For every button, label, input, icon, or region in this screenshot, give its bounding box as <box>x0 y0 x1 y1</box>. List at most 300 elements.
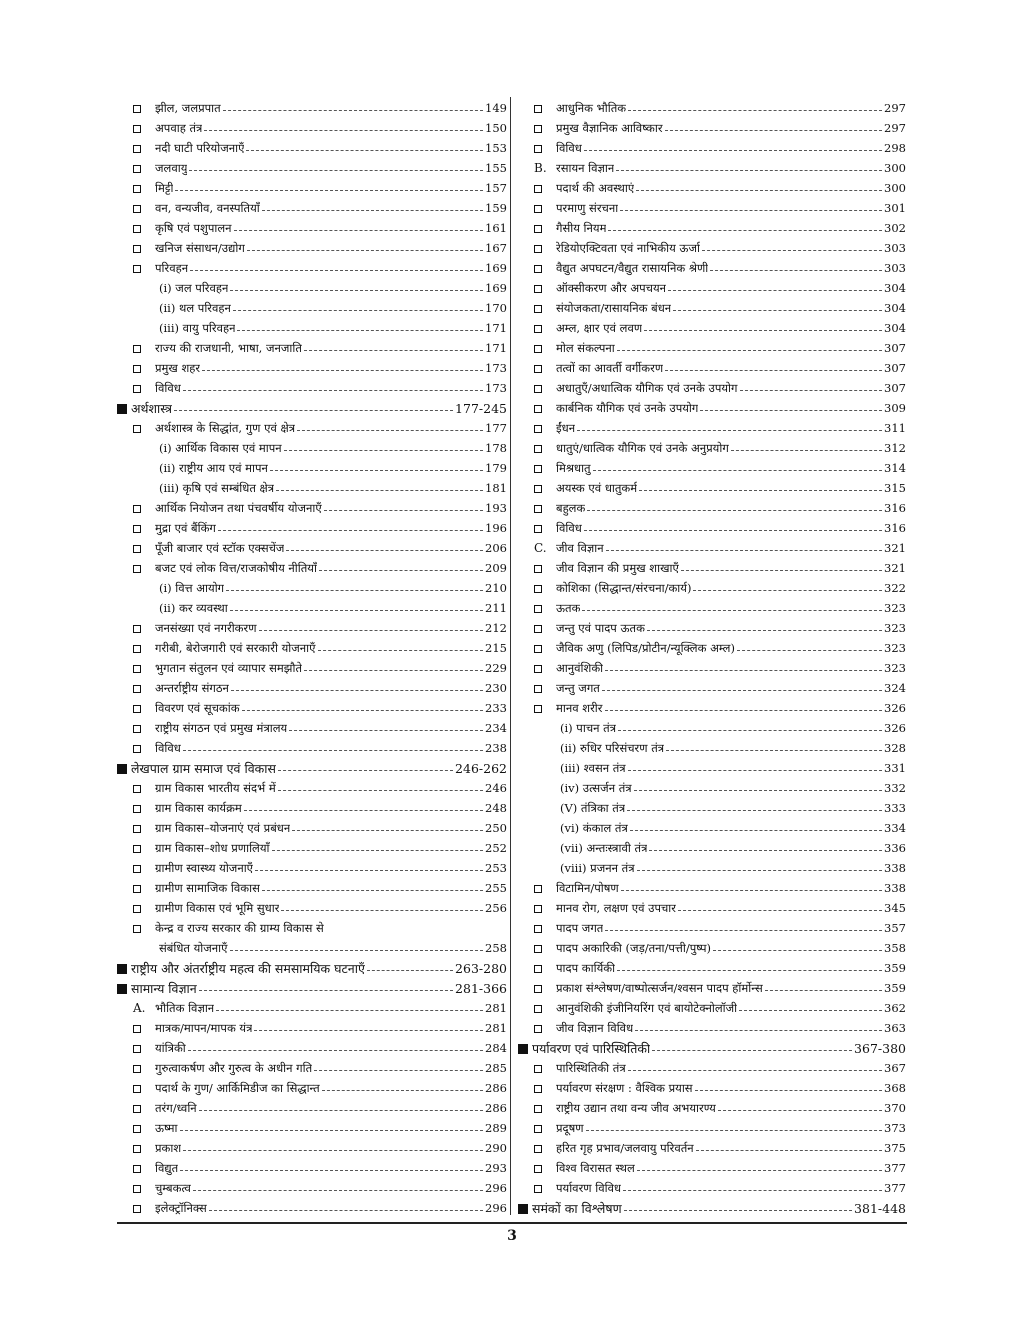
toc-entry-label: झील, जलप्रपात <box>155 101 221 115</box>
toc-entry-page: 363 <box>884 1021 906 1035</box>
dot-leader <box>739 1010 882 1011</box>
bullet <box>534 1065 556 1073</box>
dot-leader <box>696 1150 882 1151</box>
dot-leader <box>183 750 483 751</box>
dot-leader <box>367 970 453 971</box>
toc-entry-label: गुरुत्वाकर्षण और गुरुत्व के अधीन गति <box>155 1061 313 1075</box>
toc-entry-label: मिश्रधातु <box>556 461 591 475</box>
hollow-square-bullet-icon <box>133 745 141 753</box>
toc-entry <box>518 899 906 919</box>
toc-entry-page: 338 <box>884 881 906 895</box>
bullet <box>534 125 556 133</box>
toc-entry-label: ग्रामीण सामाजिक विकास <box>155 881 260 895</box>
dot-leader <box>272 850 484 851</box>
toc-entry-page: 367 <box>884 1061 906 1075</box>
toc-entry-label: पर्यावरण एवं पारिस्थितिकी <box>532 1041 651 1056</box>
dot-leader <box>582 610 882 611</box>
bullet <box>133 545 155 553</box>
toc-entry-page: 323 <box>884 621 906 635</box>
toc-entry <box>518 599 906 619</box>
toc-entry-page: 323 <box>884 601 906 615</box>
bullet <box>534 1125 556 1133</box>
bullet <box>133 925 155 933</box>
toc-entry <box>117 419 507 439</box>
toc-entry-page: 177-245 <box>455 401 507 416</box>
dot-leader <box>319 570 483 571</box>
dot-leader <box>606 550 882 551</box>
dot-leader <box>666 750 882 751</box>
hollow-square-bullet-icon <box>534 265 542 273</box>
toc-entry-page: 307 <box>884 361 906 375</box>
toc-entry-label: सामान्य विज्ञान <box>131 981 197 996</box>
toc-entry-label: संयोजकता/रासायनिक बंधन <box>556 301 672 315</box>
toc-entry-page: 358 <box>884 941 906 955</box>
dot-leader <box>247 250 483 251</box>
toc-entry-label: ग्राम विकास कार्यक्रम <box>155 801 242 815</box>
toc-right-column <box>518 99 906 1219</box>
bullet <box>133 745 155 753</box>
toc-entry-page: 155 <box>485 161 507 175</box>
hollow-square-bullet-icon <box>534 905 542 913</box>
toc-entry <box>117 779 507 799</box>
hollow-square-bullet-icon <box>534 205 542 213</box>
hollow-square-bullet-icon <box>534 465 542 473</box>
dot-leader <box>644 330 882 331</box>
dot-leader <box>233 310 483 311</box>
toc-entry <box>518 939 906 959</box>
hollow-square-bullet-icon <box>534 985 542 993</box>
toc-entry-label: मात्रक/मापन/मापक यंत्र <box>155 1021 253 1035</box>
dot-leader <box>286 550 483 551</box>
toc-entry <box>117 639 507 659</box>
bullet <box>133 185 155 193</box>
hollow-square-bullet-icon <box>534 665 542 673</box>
toc-entry-page: 253 <box>485 861 507 875</box>
bullet <box>534 445 556 453</box>
toc-entry <box>518 1179 906 1199</box>
dot-leader <box>262 890 483 891</box>
toc-entry-page: 377 <box>884 1181 906 1195</box>
dot-leader <box>586 1130 882 1131</box>
hollow-square-bullet-icon <box>133 1125 141 1133</box>
toc-entry-page: 286 <box>485 1101 507 1115</box>
hollow-square-bullet-icon <box>534 385 542 393</box>
hollow-square-bullet-icon <box>133 265 141 273</box>
footer-rule <box>117 1222 907 1224</box>
toc-entry <box>117 439 507 459</box>
toc-entry <box>518 219 906 239</box>
toc-entry-page: 297 <box>884 101 906 115</box>
bullet <box>117 964 131 974</box>
toc-entry-label: यांत्रिकी <box>155 1041 186 1055</box>
toc-entry <box>518 339 906 359</box>
toc-entry-page: 315 <box>884 481 906 495</box>
bullet <box>534 145 556 153</box>
dot-leader <box>204 130 483 131</box>
dot-leader <box>216 1010 483 1011</box>
toc-entry <box>117 1159 507 1179</box>
dot-leader <box>199 1110 483 1111</box>
toc-entry-page: 161 <box>485 221 507 235</box>
toc-entry <box>518 179 906 199</box>
toc-entry <box>518 619 906 639</box>
toc-entry-page: 377 <box>884 1161 906 1175</box>
dot-leader <box>765 990 882 991</box>
bullet <box>133 1185 155 1193</box>
toc-entry <box>518 319 906 339</box>
dot-leader <box>223 110 483 111</box>
hollow-square-bullet-icon <box>133 1145 141 1153</box>
toc-entry-label: पादप कार्यिकी <box>556 961 616 975</box>
toc-entry <box>117 979 507 999</box>
toc-entry <box>518 779 906 799</box>
toc-entry <box>518 839 906 859</box>
hollow-square-bullet-icon <box>133 885 141 893</box>
hollow-square-bullet-icon <box>133 425 141 433</box>
toc-entry-label: (ii) रुधिर परिसंचरण तंत्र <box>560 741 665 755</box>
toc-entry-label: भुगतान संतुलन एवं व्यापार समझौते <box>155 661 303 675</box>
toc-entry-label: धातुएं/धात्विक यौगिक एवं उनके अनुप्रयोग <box>556 441 729 455</box>
toc-entry <box>117 1179 507 1199</box>
toc-entry-label: अपवाह तंत्र <box>155 121 203 135</box>
bullet <box>133 1205 155 1213</box>
dot-leader <box>237 330 483 331</box>
toc-entry-label: रेडियोएक्टिवता एवं नाभिकीय ऊर्जा <box>556 241 700 255</box>
bullet <box>534 265 556 273</box>
hollow-square-bullet-icon <box>133 385 141 393</box>
toc-entry <box>117 1199 507 1219</box>
hollow-square-bullet-icon <box>133 925 141 933</box>
bullet <box>133 825 155 833</box>
toc-entry-page: 159 <box>485 201 507 215</box>
toc-entry <box>518 399 906 419</box>
toc-entry-label: पूँजी बाजार एवं स्टॉक एक्सचेंज <box>155 541 285 555</box>
bullet <box>133 105 155 113</box>
dot-leader <box>584 150 882 151</box>
hollow-square-bullet-icon <box>534 1185 542 1193</box>
dot-leader <box>637 1170 882 1171</box>
hollow-square-bullet-icon <box>133 845 141 853</box>
toc-entry-page: 256 <box>485 901 507 915</box>
toc-entry-page: 303 <box>884 261 906 275</box>
toc-entry <box>117 919 507 939</box>
toc-entry-label: केन्द्र व राज्य सरकार की ग्राम्य विकास से <box>155 921 324 935</box>
dot-leader <box>637 870 882 871</box>
toc-entry-page: 309 <box>884 401 906 415</box>
toc-entry-page: 250 <box>485 821 507 835</box>
toc-entry <box>518 299 906 319</box>
bullet <box>518 1204 532 1214</box>
toc-entry <box>518 959 906 979</box>
dot-leader <box>180 1130 484 1131</box>
dot-leader <box>183 390 483 391</box>
toc-entry-page: 229 <box>485 661 507 675</box>
toc-entry <box>518 639 906 659</box>
toc-entry-page: 293 <box>485 1161 507 1175</box>
toc-entry-page: 323 <box>884 661 906 675</box>
toc-entry-page: 304 <box>884 321 906 335</box>
bullet <box>133 785 155 793</box>
toc-entry <box>117 679 507 699</box>
bullet <box>534 685 556 693</box>
toc-entry-label: समंकों का विश्लेषण <box>532 1201 622 1216</box>
bullet <box>534 405 556 413</box>
toc-entry-label: ऑक्सीकरण और अपचयन <box>556 281 667 295</box>
bullet <box>534 1085 556 1093</box>
toc-entry-label: (iii) कृषि एवं सम्बंधित क्षेत्र <box>159 481 275 495</box>
bullet <box>534 1165 556 1173</box>
toc-entry-page: 324 <box>884 681 906 695</box>
hollow-square-bullet-icon <box>133 125 141 133</box>
toc-entry-label: जीव विज्ञान <box>556 541 604 555</box>
dot-leader <box>618 730 882 731</box>
dot-leader <box>718 1110 882 1111</box>
toc-entry <box>117 479 507 499</box>
toc-entry <box>518 539 906 559</box>
toc-entry-page: 370 <box>884 1101 906 1115</box>
toc-entry-page: 169 <box>485 261 507 275</box>
toc-entry <box>117 699 507 719</box>
bullet <box>534 225 556 233</box>
toc-entry-label: विवरण एवं सूचकांक <box>155 701 240 715</box>
dot-leader <box>605 670 882 671</box>
hollow-square-bullet-icon <box>133 645 141 653</box>
toc-entry-page: 304 <box>884 281 906 295</box>
page-number: 3 <box>507 1228 517 1244</box>
toc-entry-label: मानव रोग, लक्षण एवं उपचार <box>556 901 676 915</box>
toc-entry <box>518 719 906 739</box>
toc-entry-label: कृषि एवं पशुपालन <box>155 221 232 235</box>
toc-entry <box>518 1159 906 1179</box>
toc-entry-label: (iii) वायु परिवहन <box>159 321 236 335</box>
toc-entry-label: (iii) श्वसन तंत्र <box>560 761 626 775</box>
dot-leader <box>202 370 483 371</box>
toc-entry-label: अन्तर्राष्ट्रीय संगठन <box>155 681 229 695</box>
toc-entry-label: (ii) थल परिवहन <box>159 301 231 315</box>
toc-entry <box>117 819 507 839</box>
toc-entry-label: गरीबी, बेरोजगारी एवं सरकारी योजनाएँ <box>155 641 316 655</box>
toc-entry-page: 300 <box>884 161 906 175</box>
toc-entry-page: 304 <box>884 301 906 315</box>
toc-entry-label: प्रदूषण <box>556 1121 584 1135</box>
dot-leader <box>623 1190 882 1191</box>
dot-leader <box>218 530 483 531</box>
toc-entry-label: भौतिक विज्ञान <box>155 1001 215 1015</box>
toc-entry-page: 326 <box>884 701 906 715</box>
hollow-square-bullet-icon <box>534 685 542 693</box>
dot-leader <box>276 490 483 491</box>
dot-leader <box>628 1070 882 1071</box>
toc-entry <box>518 279 906 299</box>
toc-entry-page: 334 <box>884 821 906 835</box>
dot-leader <box>731 450 882 451</box>
hollow-square-bullet-icon <box>133 865 141 873</box>
toc-entry-page: 248 <box>485 801 507 815</box>
toc-entry-label: ऊतक <box>556 601 581 615</box>
toc-entry-label: ग्राम विकास–योजनाएं एवं प्रबंधन <box>155 821 291 835</box>
toc-entry-label: अम्ल, क्षार एवं लवण <box>556 321 643 335</box>
dot-leader <box>624 1210 852 1211</box>
toc-entry <box>117 1079 507 1099</box>
dot-leader <box>292 830 483 831</box>
toc-entry-label: राष्ट्रीय संगठन एवं प्रमुख मंत्रालय <box>155 721 288 735</box>
bullet <box>133 165 155 173</box>
hollow-square-bullet-icon <box>534 625 542 633</box>
dot-leader <box>189 170 483 171</box>
toc-entry-label: (i) वित्त आयोग <box>159 581 225 595</box>
toc-entry-label: विश्व विरासत स्थल <box>556 1161 635 1175</box>
toc-entry-page: 238 <box>485 741 507 755</box>
hollow-square-bullet-icon <box>534 585 542 593</box>
dot-leader <box>587 510 882 511</box>
dot-leader <box>710 270 882 271</box>
dot-leader <box>621 890 882 891</box>
bullet <box>133 225 155 233</box>
dot-leader <box>190 270 483 271</box>
toc-entry <box>518 519 906 539</box>
toc-entry-page: 312 <box>884 441 906 455</box>
toc-entry-page: 171 <box>485 321 507 335</box>
bullet <box>534 205 556 213</box>
dot-leader <box>620 210 882 211</box>
hollow-square-bullet-icon <box>534 105 542 113</box>
hollow-square-bullet-icon <box>534 925 542 933</box>
hollow-square-bullet-icon <box>534 945 542 953</box>
dot-leader <box>244 810 483 811</box>
dot-leader <box>602 690 882 691</box>
dot-leader <box>281 910 483 911</box>
hollow-square-bullet-icon <box>133 665 141 673</box>
hollow-square-bullet-icon <box>534 365 542 373</box>
toc-entry <box>117 339 507 359</box>
toc-entry-label: जीव विज्ञान विविध <box>556 1021 634 1035</box>
toc-entry-page: 322 <box>884 581 906 595</box>
toc-entry <box>117 1059 507 1079</box>
hollow-square-bullet-icon <box>534 565 542 573</box>
toc-entry-label: राष्ट्रीय और अंतर्राष्ट्रीय महत्व की समसामयिक घटनाएँ <box>131 961 365 976</box>
toc-entry-label: प्रकाश <box>155 1141 182 1155</box>
bullet <box>534 185 556 193</box>
dot-leader <box>242 710 483 711</box>
bullet <box>133 725 155 733</box>
dot-leader <box>284 450 483 451</box>
toc-entry-page: 316 <box>884 521 906 535</box>
bullet <box>133 205 155 213</box>
toc-entry-label: विटामिन/पोषण <box>556 881 619 895</box>
toc-entry-page: 357 <box>884 921 906 935</box>
toc-entry-page: 263-280 <box>455 961 507 976</box>
toc-entry <box>117 1019 507 1039</box>
hollow-square-bullet-icon <box>534 645 542 653</box>
bullet <box>534 665 556 673</box>
toc-entry-label: मोल संकल्पना <box>556 341 615 355</box>
toc-entry <box>518 1099 906 1119</box>
hollow-square-bullet-icon <box>133 1185 141 1193</box>
toc-entry-page: 345 <box>884 901 906 915</box>
toc-entry <box>117 99 507 119</box>
bullet <box>133 865 155 873</box>
dot-leader <box>681 570 882 571</box>
toc-entry-label: (ii) राष्ट्रीय आय एवं मापन <box>159 461 268 475</box>
toc-entry-label: कोशिका (सिद्धान्त/संरचना/कार्य) <box>556 581 692 595</box>
toc-entry-label: जलवायु <box>155 161 188 175</box>
toc-entry <box>117 619 507 639</box>
toc-entry <box>117 179 507 199</box>
toc-entry-page: 149 <box>485 101 507 115</box>
dot-leader <box>639 490 882 491</box>
bullet <box>534 385 556 393</box>
toc-entry <box>518 239 906 259</box>
toc-entry <box>518 579 906 599</box>
toc-entry <box>518 379 906 399</box>
toc-entry <box>518 739 906 759</box>
toc-entry-label: विविध <box>155 741 181 755</box>
dot-leader <box>188 1050 483 1051</box>
toc-entry-page: 177 <box>485 421 507 435</box>
toc-entry <box>518 659 906 679</box>
toc-entry-page: 307 <box>884 341 906 355</box>
dot-leader <box>649 850 882 851</box>
toc-entry-label: अयस्क एवं धातुकर्म <box>556 481 638 495</box>
hollow-square-bullet-icon <box>133 1205 141 1213</box>
toc-entry-page: 281 <box>485 1001 507 1015</box>
toc-entry-label: जैविक अणु (लिपिड/प्रोटीन/न्यूक्लिक अम्ल) <box>556 641 735 655</box>
toc-entry <box>518 679 906 699</box>
hollow-square-bullet-icon <box>133 685 141 693</box>
toc-entry <box>117 599 507 619</box>
toc-entry <box>117 899 507 919</box>
toc-entry <box>117 719 507 739</box>
toc-entry-page: 332 <box>884 781 906 795</box>
toc-entry <box>117 499 507 519</box>
toc-entry <box>518 799 906 819</box>
toc-entry-page: 206 <box>485 541 507 555</box>
toc-entry <box>117 239 507 259</box>
toc-entry-label: (V) तंत्रिका तंत्र <box>560 801 626 815</box>
dot-leader <box>616 170 882 171</box>
dot-leader <box>617 350 882 351</box>
hollow-square-bullet-icon <box>534 1065 542 1073</box>
toc-entry <box>518 119 906 139</box>
toc-entry <box>518 479 906 499</box>
toc-entry-label: जीव विज्ञान की प्रमुख शाखाएँ <box>556 561 679 575</box>
toc-entry <box>518 1059 906 1079</box>
hollow-square-bullet-icon <box>133 145 141 153</box>
toc-entry-page: 284 <box>485 1041 507 1055</box>
toc-entry-label: विविध <box>556 521 582 535</box>
hollow-square-bullet-icon <box>133 345 141 353</box>
toc-entry <box>117 659 507 679</box>
toc-entry-label: रसायन विज्ञान <box>556 161 615 175</box>
toc-entry-page: 167 <box>485 241 507 255</box>
hollow-square-bullet-icon <box>534 1025 542 1033</box>
bullet <box>534 305 556 313</box>
toc-entry-page: 153 <box>485 141 507 155</box>
hollow-square-bullet-icon <box>534 325 542 333</box>
toc-entry <box>518 499 906 519</box>
dot-leader <box>297 430 483 431</box>
toc-entry-page: 298 <box>884 141 906 155</box>
bullet <box>133 1145 155 1153</box>
bullet <box>133 425 155 433</box>
toc-entry-page: 381-448 <box>854 1201 906 1216</box>
bullet <box>133 705 155 713</box>
toc-entry-page: 178 <box>485 441 507 455</box>
toc-entry-label: आनुवंशिकी <box>556 661 604 675</box>
bullet <box>534 285 556 293</box>
toc-entry-page: 328 <box>884 741 906 755</box>
toc-entry-page: 331 <box>884 761 906 775</box>
